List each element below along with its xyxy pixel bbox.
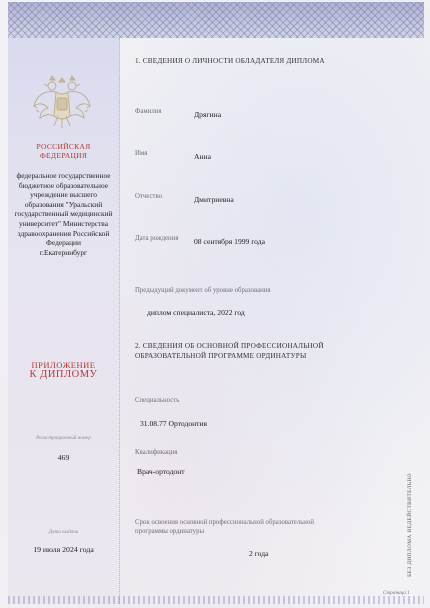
first-name-label: Имя	[135, 150, 148, 157]
first-name-value: Анна	[194, 152, 211, 161]
appendix-title: ПРИЛОЖЕНИЕ К ДИПЛОМУ	[29, 360, 98, 380]
specialty-label: Специальность	[135, 397, 180, 404]
page-number: Страница 1	[383, 590, 410, 596]
issue-date-label: Дата выдачи	[48, 529, 79, 535]
previous-document-value: диплом специалиста, 2022 год	[147, 308, 245, 317]
organization-name: федеральное государственное бюджетное образовательное учреждение высшего образования "Уральский государственный медицинский университет" Министерства здравоохранения Российской Федерации г.Екатеринбург	[14, 171, 113, 257]
section-2-title: 2. СВЕДЕНИЯ ОБ ОСНОВНОЙ ПРОФЕССИОНАЛЬНОЙ ОБРАЗОВАТЕЛЬНОЙ ПРОГРАММЕ ОРДИНАТУРЫ	[135, 342, 324, 360]
decorative-top-band	[8, 2, 424, 38]
registration-number-label: Регистрационный номер	[36, 435, 91, 441]
patronymic-label: Отчество	[135, 193, 163, 200]
patronymic-value: Дмитриевна	[194, 195, 234, 204]
specialty-value: 31.08.77 Ортодонтия	[140, 419, 208, 428]
program-duration-value: 2 года	[249, 549, 269, 558]
program-duration-label: Срок освоения основной профессиональной образовательной программы ординатуры	[135, 519, 314, 535]
surname-value: Дрягина	[194, 110, 222, 119]
birth-date-value: 08 сентября 1999 года	[194, 237, 265, 246]
qualification-value: Врач-ортодонт	[137, 467, 185, 476]
issue-date: 19 июля 2024 года	[33, 545, 94, 554]
country-name: РОССИЙСКАЯ ФЕДЕРАЦИЯ	[36, 142, 91, 160]
section-1-title: 1. СВЕДЕНИЯ О ЛИЧНОСТИ ОБЛАДАТЕЛЯ ДИПЛОМА	[135, 57, 325, 65]
surname-label: Фамилия	[135, 108, 162, 115]
birth-date-label: Дата рождения	[135, 235, 179, 242]
coat-of-arms-icon	[30, 70, 94, 132]
registration-number: 469	[57, 453, 70, 462]
previous-document-label: Предыдущий документ об уровне образования	[135, 287, 271, 294]
decorative-bottom-strip	[8, 596, 424, 604]
qualification-label: Квалификация	[135, 449, 178, 456]
validity-side-text: БЕЗ ДИПЛОМА НЕДЕЙСТВИТЕЛЬНО	[407, 473, 413, 577]
